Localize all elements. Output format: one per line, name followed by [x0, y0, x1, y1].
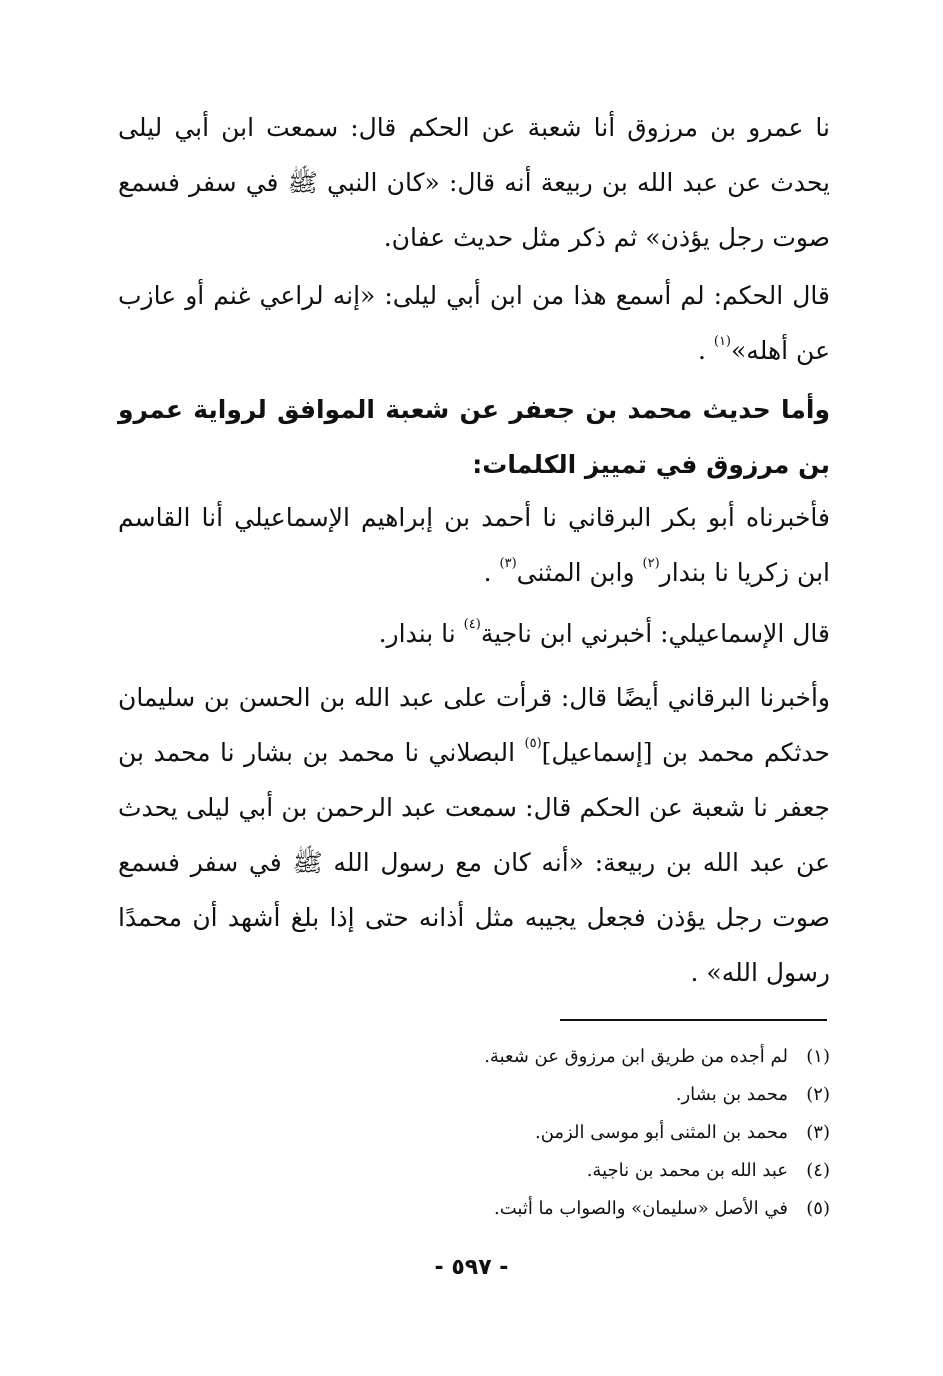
- paragraph-3-mid: وابن المثنى: [516, 558, 643, 587]
- footnote-1: [300, 1038, 830, 1076]
- paragraph-2: [118, 268, 830, 378]
- page-number: - ٥٩٧ -: [434, 1255, 509, 1280]
- footnote-ref-5: (٥): [524, 736, 542, 751]
- footnote-3: [300, 1114, 830, 1152]
- footnote-5: [300, 1190, 830, 1228]
- footnote-divider: [560, 1019, 827, 1021]
- footnote-ref-2: (٢): [642, 556, 660, 571]
- footnote-ref-3: (٣): [499, 556, 517, 571]
- footnote-3-text: محمد بن المثنى أبو موسى الزمن.: [534, 1122, 788, 1143]
- footnote-5-text: في الأصل «سليمان» والصواب ما أثبت.: [493, 1198, 788, 1219]
- footnote-3-number: (٣): [806, 1122, 830, 1143]
- paragraph-3-text: فأخبرناه أبو بكر البرقاني نا أحمد بن إبراهيم الإسماعيلي أنا القاسم ابن زكريا نا بندار: [118, 503, 830, 587]
- paragraph-2-text: قال الحكم: لم أسمع هذا من ابن أبي ليلى: «إنه لراعي غنم أو عازب عن أهله»: [118, 281, 830, 365]
- footnote-ref-1: (١): [713, 334, 731, 349]
- paragraph-4-text: قال الإسماعيلي: أخبرني ابن ناجية: [480, 619, 830, 648]
- footnote-4-number: (٤): [806, 1160, 830, 1181]
- footnote-ref-4: (٤): [463, 617, 481, 632]
- paragraph-5-text-b: البصلاني نا محمد بن بشار نا محمد بن جعفر نا شعبة عن الحكم قال: سمعت عبد الرحمن بن أبي ليلى يحدث عن عبد الله بن ربيعة: «أنه كان مع رسول الله ﷺ في سفر فسمع صوت رجل يؤذن فجعل يجيبه مثل أذانه حتى إذا بلغ أشهد أن محمدًا رسول الله» .: [118, 738, 830, 987]
- footnote-1-text: لم أجده من طريق ابن مرزوق عن شعبة.: [484, 1046, 788, 1067]
- paragraph-5: [118, 670, 830, 1000]
- paragraph-4-tail: نا بندار.: [378, 619, 464, 648]
- paragraph-5-text-a: وأخبرنا البرقاني أيضًا قال: قرأت على عبد الله بن الحسن بن سليمان حدثكم محمد بن [إسماعيل]: [118, 683, 830, 767]
- footnote-2: [300, 1076, 830, 1114]
- paragraph-3-tail: .: [483, 558, 500, 587]
- paragraph-2-tail: .: [697, 336, 714, 365]
- footnote-2-number: (٢): [806, 1084, 830, 1105]
- section-heading: وأما حديث محمد بن جعفر عن شعبة الموافق لرواية عمرو بن مرزوق في تمييز الكلمات:: [118, 395, 830, 479]
- footnote-4-text: عبد الله بن محمد بن ناجية.: [586, 1160, 788, 1181]
- paragraph-3: [118, 490, 830, 600]
- paragraph-4: [118, 606, 830, 661]
- footnote-5-number: (٥): [806, 1198, 830, 1219]
- footnote-1-number: (١): [806, 1046, 830, 1067]
- footnotes-list: [300, 1038, 830, 1228]
- paragraph-1-text: نا عمرو بن مرزوق أنا شعبة عن الحكم قال: سمعت ابن أبي ليلى يحدث عن عبد الله بن ربيعة أنه قال: «كان النبي ﷺ في سفر فسمع صوت رجل يؤذن» ثم ذكر مثل حديث عفان.: [118, 113, 830, 252]
- footnote-4: [300, 1152, 830, 1190]
- footnote-2-text: محمد بن بشار.: [675, 1084, 788, 1105]
- paragraph-1: [118, 100, 830, 265]
